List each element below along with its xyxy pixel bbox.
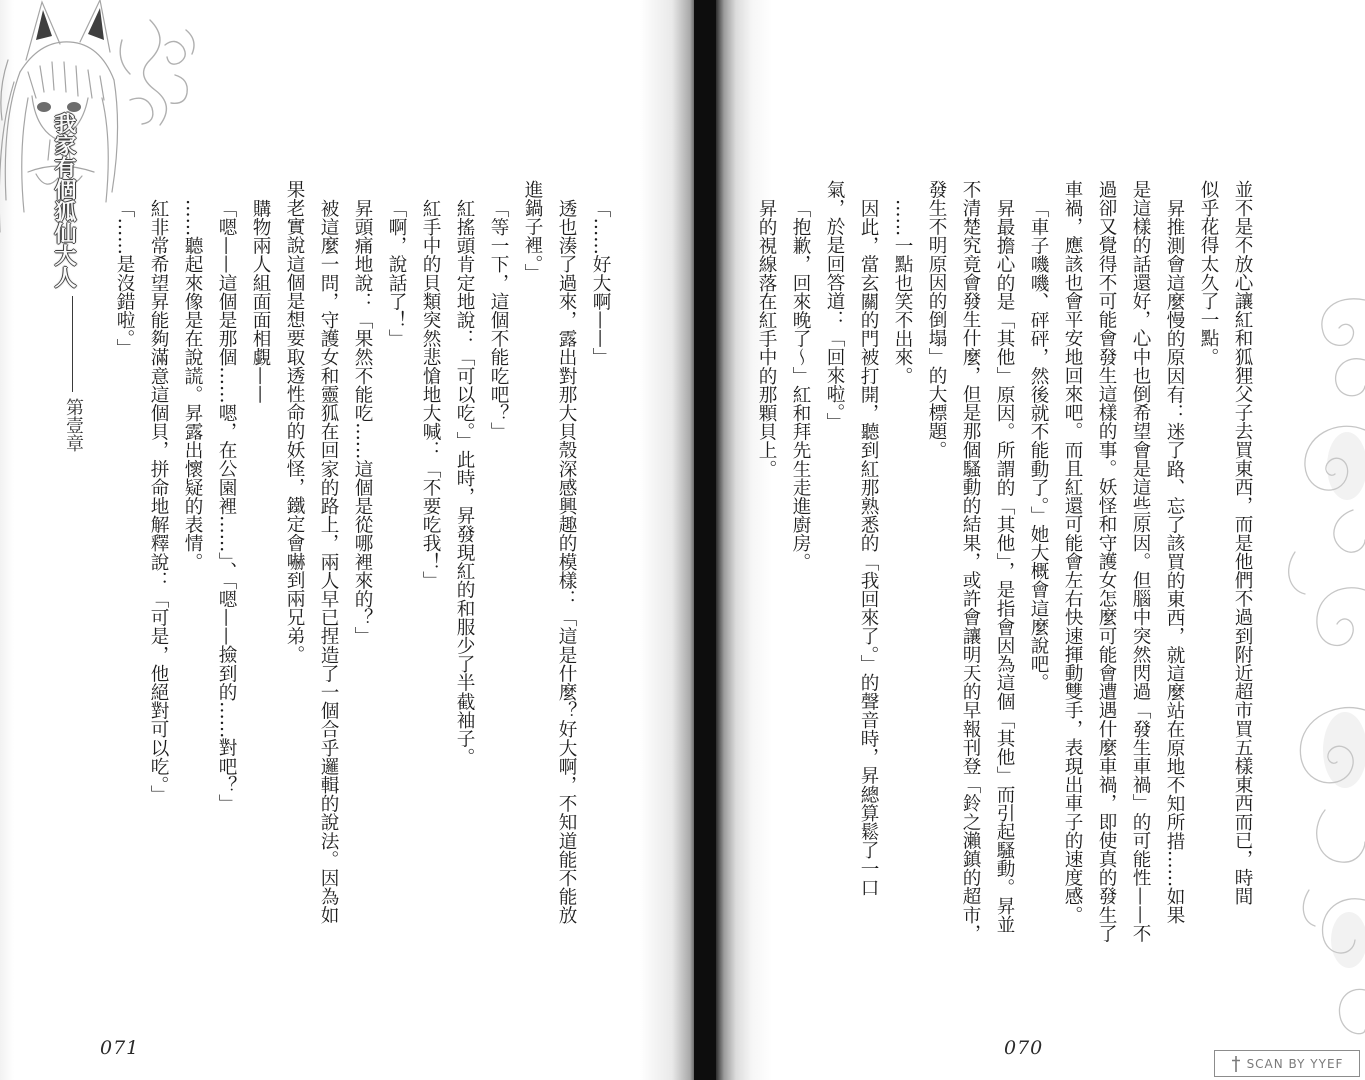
paragraph <box>1055 180 1191 972</box>
paragraph <box>1191 180 1259 972</box>
paragraph <box>783 180 817 972</box>
paragraph <box>277 180 345 972</box>
paragraph <box>243 180 277 972</box>
text-line: 是這樣的話還好，心中也倒希望會是這些原因。但腦中突然閃過「發生車禍」的可能性——不 <box>1130 180 1151 943</box>
text-line: 昇頭痛地說：「果然不能吃……這個是從哪裡來的？」 <box>352 198 373 645</box>
cross-icon <box>1231 1056 1241 1072</box>
text-line: 車禍，應該也會平安地回來吧。而且紅還可能會左右快速揮動雙手，表現出車子的速度感。 <box>1062 180 1083 924</box>
paragraph <box>141 180 175 972</box>
text-line: 紅非常希望昇能夠滿意這個貝，拼命地解釋說：「可是，他絕對可以吃。」 <box>148 198 169 804</box>
paragraph <box>1021 180 1055 972</box>
paragraph <box>919 180 1021 972</box>
text-line: ……一點也笑不出來。 <box>892 198 913 385</box>
left-page-text <box>107 180 617 972</box>
text-line: 被這麼一問，守護女和靈狐在回家的路上，兩人早已捏造了一個合乎邏輯的說法。因為如 <box>318 198 339 924</box>
text-line: 紅手中的貝類突然悲愴地大喊：「不要吃我！」 <box>420 198 441 590</box>
text-line: 不清楚究竟會發生什麼，但是那個騷動的結果，或許會讓明天的早報刊登「鈴之瀨鎮的超市， <box>960 180 981 943</box>
text-line: 過卻又覺得不可能會發生這樣的事。妖怪和守護女怎麼可能會遭遇什麼車禍，即使真的發生了 <box>1096 180 1117 943</box>
text-line: 昇推測會這麼慢的原因有：迷了路、忘了該買的東西，就這麼站在原地不知所措……如果 <box>1164 198 1185 924</box>
page-number: 070 <box>1004 1037 1044 1059</box>
paragraph <box>481 180 515 972</box>
text-line: 進鍋子裡。」 <box>522 180 543 283</box>
paragraph <box>515 180 583 972</box>
chapter-label: 第壹章 <box>63 398 84 452</box>
text-line: 「……是沒錯啦。」 <box>114 198 135 357</box>
text-line: 「啊，說話了！」 <box>386 198 407 348</box>
watermark-text: SCAN BY YYEF <box>1246 1056 1344 1071</box>
text-line: 「……好大啊——」 <box>590 198 611 366</box>
text-line: ……聽起來像是在說謊。昇露出懷疑的表情。 <box>182 198 203 571</box>
text-line: 並不是不放心讓紅和狐狸父子去買東西，而是他們不過到附近超市買五樣東西而已，時間 <box>1232 180 1253 906</box>
text-line: 購物兩人組面面相覷—— <box>250 198 271 404</box>
text-line: 「等一下，這個不能吃吧？」 <box>488 198 509 441</box>
text-line: 紅搖頭肯定地說：「可以吃。」此時，昇發現紅的和服少了半截袖子。 <box>454 198 475 766</box>
paragraph <box>749 180 783 972</box>
text-line: 昇的視線落在紅手中的那顆貝上。 <box>756 198 777 478</box>
text-line: 氣，於是回答道：「回來啦。」 <box>824 180 845 432</box>
text-line: 「抱歉，回來晚了～」紅和拜先生走進廚房。 <box>790 198 811 571</box>
page-number: 071 <box>100 1037 140 1059</box>
text-line: 果老實說這個是想要取透性命的妖怪，鐵定會嚇到兩兄弟。 <box>284 180 305 664</box>
cloud-ornament <box>1265 290 1365 1080</box>
right-page <box>716 0 1365 1080</box>
book-gutter <box>694 0 716 1080</box>
paragraph <box>379 180 413 972</box>
text-line: 似乎花得太久了一點。 <box>1198 180 1219 366</box>
text-line: 因此，當玄關的門被打開，聽到紅那熟悉的「我回來了。」的聲音時，昇總算鬆了一口 <box>858 198 879 897</box>
text-line: 「車子嘰嘰、砰砰，然後就不能動了。」她大概會這麼說吧。 <box>1028 198 1049 692</box>
paragraph <box>107 180 141 972</box>
paragraph <box>175 180 209 972</box>
right-page-text <box>749 180 1259 972</box>
paragraph <box>447 180 481 972</box>
paragraph <box>817 180 885 972</box>
paragraph <box>885 180 919 972</box>
header-rule <box>72 296 73 392</box>
scan-watermark <box>1214 1050 1360 1077</box>
text-line: 透也湊了過來，露出對那大貝殼深感興趣的模樣：「這是什麼？好大啊，不知道能不能放 <box>556 198 577 924</box>
paragraph <box>583 180 617 972</box>
paragraph <box>345 180 379 972</box>
text-line: 昇最擔心的是「其他」原因。所謂的「其他」，是指會因為這個「其他」而引起騷動。昇並 <box>994 198 1015 934</box>
book-title-logo: 我家有個狐仙大人 <box>51 112 77 288</box>
text-line: 「嗯——這個是那個……嗯，在公園裡……」、「嗯——撿到的……對吧？」 <box>216 198 237 813</box>
paragraph <box>413 180 447 972</box>
fox-fire-swirl <box>120 20 194 125</box>
paragraph <box>209 180 243 972</box>
text-line: 發生不明原因的倒塌」的大標題。 <box>926 180 947 459</box>
